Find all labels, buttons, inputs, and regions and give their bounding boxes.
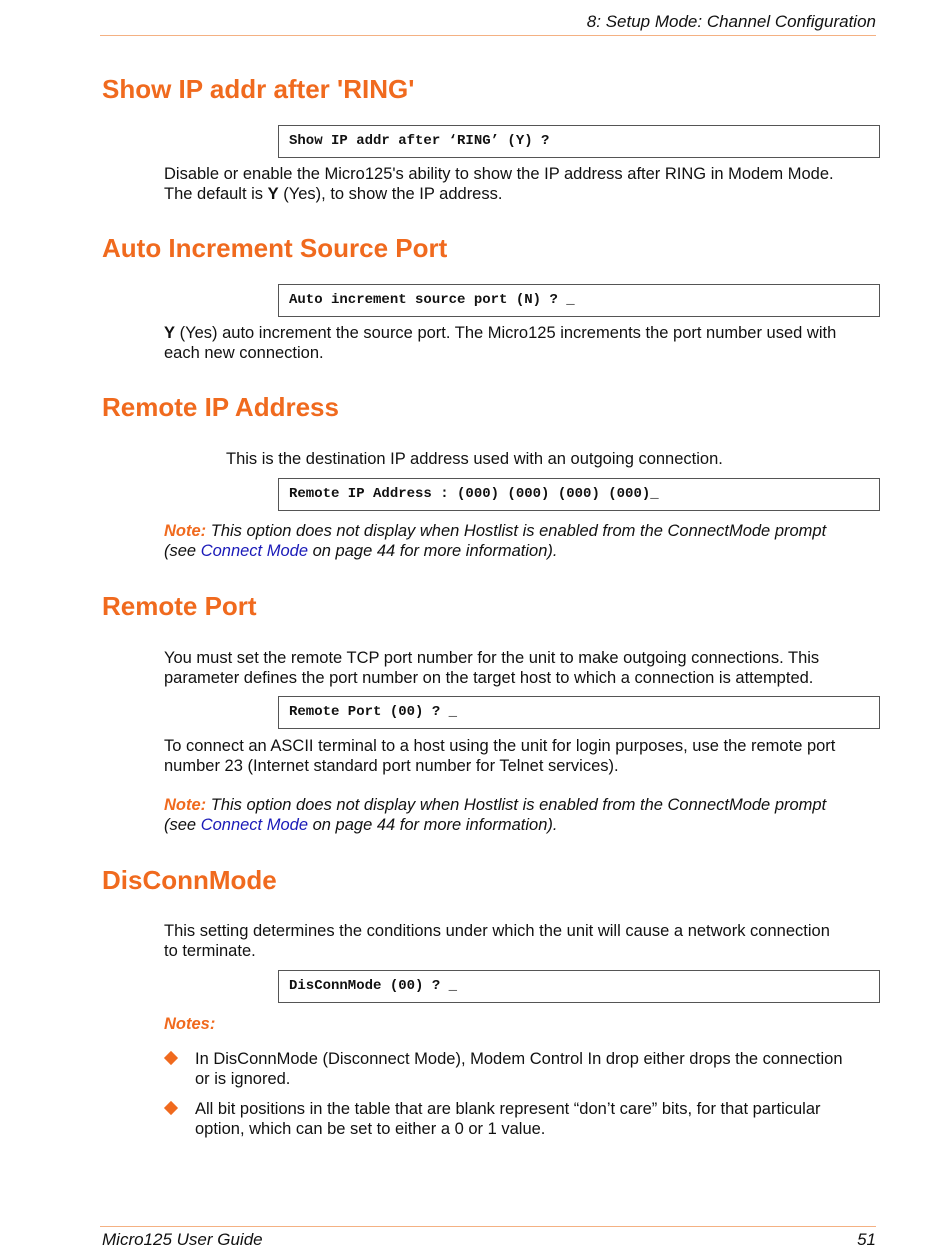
heading-disconnmode: DisConnMode (102, 865, 277, 895)
note-label: Note: (164, 522, 207, 540)
note-text: (see (164, 542, 201, 560)
connect-mode-link[interactable]: Connect Mode (200, 816, 309, 834)
autoinc-desc-line-2: each new connection. (164, 344, 324, 362)
heading-show-ip-after-ring: Show IP addr after 'RING' (102, 74, 415, 104)
note-text: This option does not display when Hostlist is enabled from the ConnectMode prompt (206, 522, 827, 540)
autoinc-description (164, 323, 884, 363)
note-text: on page 44 for more information). (308, 542, 558, 560)
ring-description (164, 164, 884, 204)
bullet-2-line-1: All bit positions in the table that are blank represent “don’t care” bits, for that particular (195, 1100, 821, 1118)
remote-port-intro-line-2: parameter defines the port number on the target host to which a connection is attempted. (164, 669, 814, 687)
prompt-remote-port: Remote Port (00) ? _ (278, 696, 880, 729)
remote-port-desc-line-2: number 23 (Internet standard port number for Telnet services). (164, 757, 619, 775)
header-title: 8: Setup Mode: Channel Configuration (586, 12, 876, 31)
remote-port-note-line-1 (164, 795, 884, 815)
disconn-intro-line-1: This setting determines the conditions under which the unit will cause a network connection (164, 922, 830, 940)
prompt-auto-increment: Auto increment source port (N) ? _ (278, 284, 880, 317)
note-text: (see (164, 816, 201, 834)
remote-port-desc-line-1: To connect an ASCII terminal to a host using the unit for login purposes, use the remote port (164, 737, 836, 755)
connect-mode-link[interactable]: Connect Mode (200, 542, 309, 560)
disconn-bullet-1 (195, 1049, 885, 1089)
autoinc-desc-line-1 (164, 323, 884, 343)
disconn-notes-label (164, 1014, 884, 1034)
ring-default-value: Y (267, 185, 279, 203)
note-label: Note: (164, 796, 207, 814)
heading-auto-increment: Auto Increment Source Port (102, 233, 448, 263)
note-text: This option does not display when Hostlist is enabled from the ConnectMode prompt (206, 796, 827, 814)
prompt-show-ip-after-ring: Show IP addr after ‘RING’ (Y) ? (278, 125, 880, 158)
page-footer (100, 1226, 876, 1257)
page-header (100, 12, 876, 36)
bullet-2-line-2: option, which can be set to either a 0 or 1 value. (195, 1120, 546, 1138)
remote-ip-intro: This is the destination IP address used with an outgoing connection. (226, 450, 723, 468)
disconn-intro-line-2: to terminate. (164, 942, 256, 960)
ring-desc-line-1: Disable or enable the Micro125's ability to show the IP address after RING in Modem Mode. (164, 165, 834, 183)
ring-desc-line-2 (164, 184, 884, 204)
heading-remote-port: Remote Port (102, 591, 257, 621)
page-number: 51 (857, 1230, 876, 1249)
remote-ip-note (164, 521, 884, 561)
remote-port-intro-line-1: You must set the remote TCP port number for the unit to make outgoing connections. This (164, 649, 820, 667)
prompt-disconnmode: DisConnMode (00) ? _ (278, 970, 880, 1003)
remote-ip-note-line-1 (164, 521, 884, 541)
disconn-bullet-2 (195, 1099, 885, 1139)
disconn-intro (164, 921, 884, 961)
bullet-diamond-icon (164, 1101, 178, 1115)
prompt-remote-ip: Remote IP Address : (000) (000) (000) (000)_ (278, 478, 880, 511)
autoinc-desc-text: (Yes) auto increment the source port. The Micro125 increments the port number used with (175, 324, 837, 342)
heading-remote-ip: Remote IP Address (102, 392, 339, 422)
note-text: on page 44 for more information). (308, 816, 558, 834)
bullet-1-line-2: or is ignored. (195, 1070, 291, 1088)
remote-port-description (164, 736, 884, 776)
remote-ip-note-line-2 (164, 541, 884, 561)
bullet-diamond-icon (164, 1051, 178, 1065)
ring-desc-text-end: (Yes), to show the IP address. (278, 185, 503, 203)
bullet-1-line-1: In DisConnMode (Disconnect Mode), Modem Control In drop either drops the connection (195, 1050, 843, 1068)
ring-desc-text: The default is (164, 185, 268, 203)
remote-port-note (164, 795, 884, 835)
remote-port-intro (164, 648, 884, 688)
autoinc-yes: Y (164, 324, 176, 342)
footer-guide-title: Micro125 User Guide (102, 1230, 263, 1249)
notes-label: Notes: (164, 1015, 216, 1033)
remote-port-note-line-2 (164, 815, 884, 835)
